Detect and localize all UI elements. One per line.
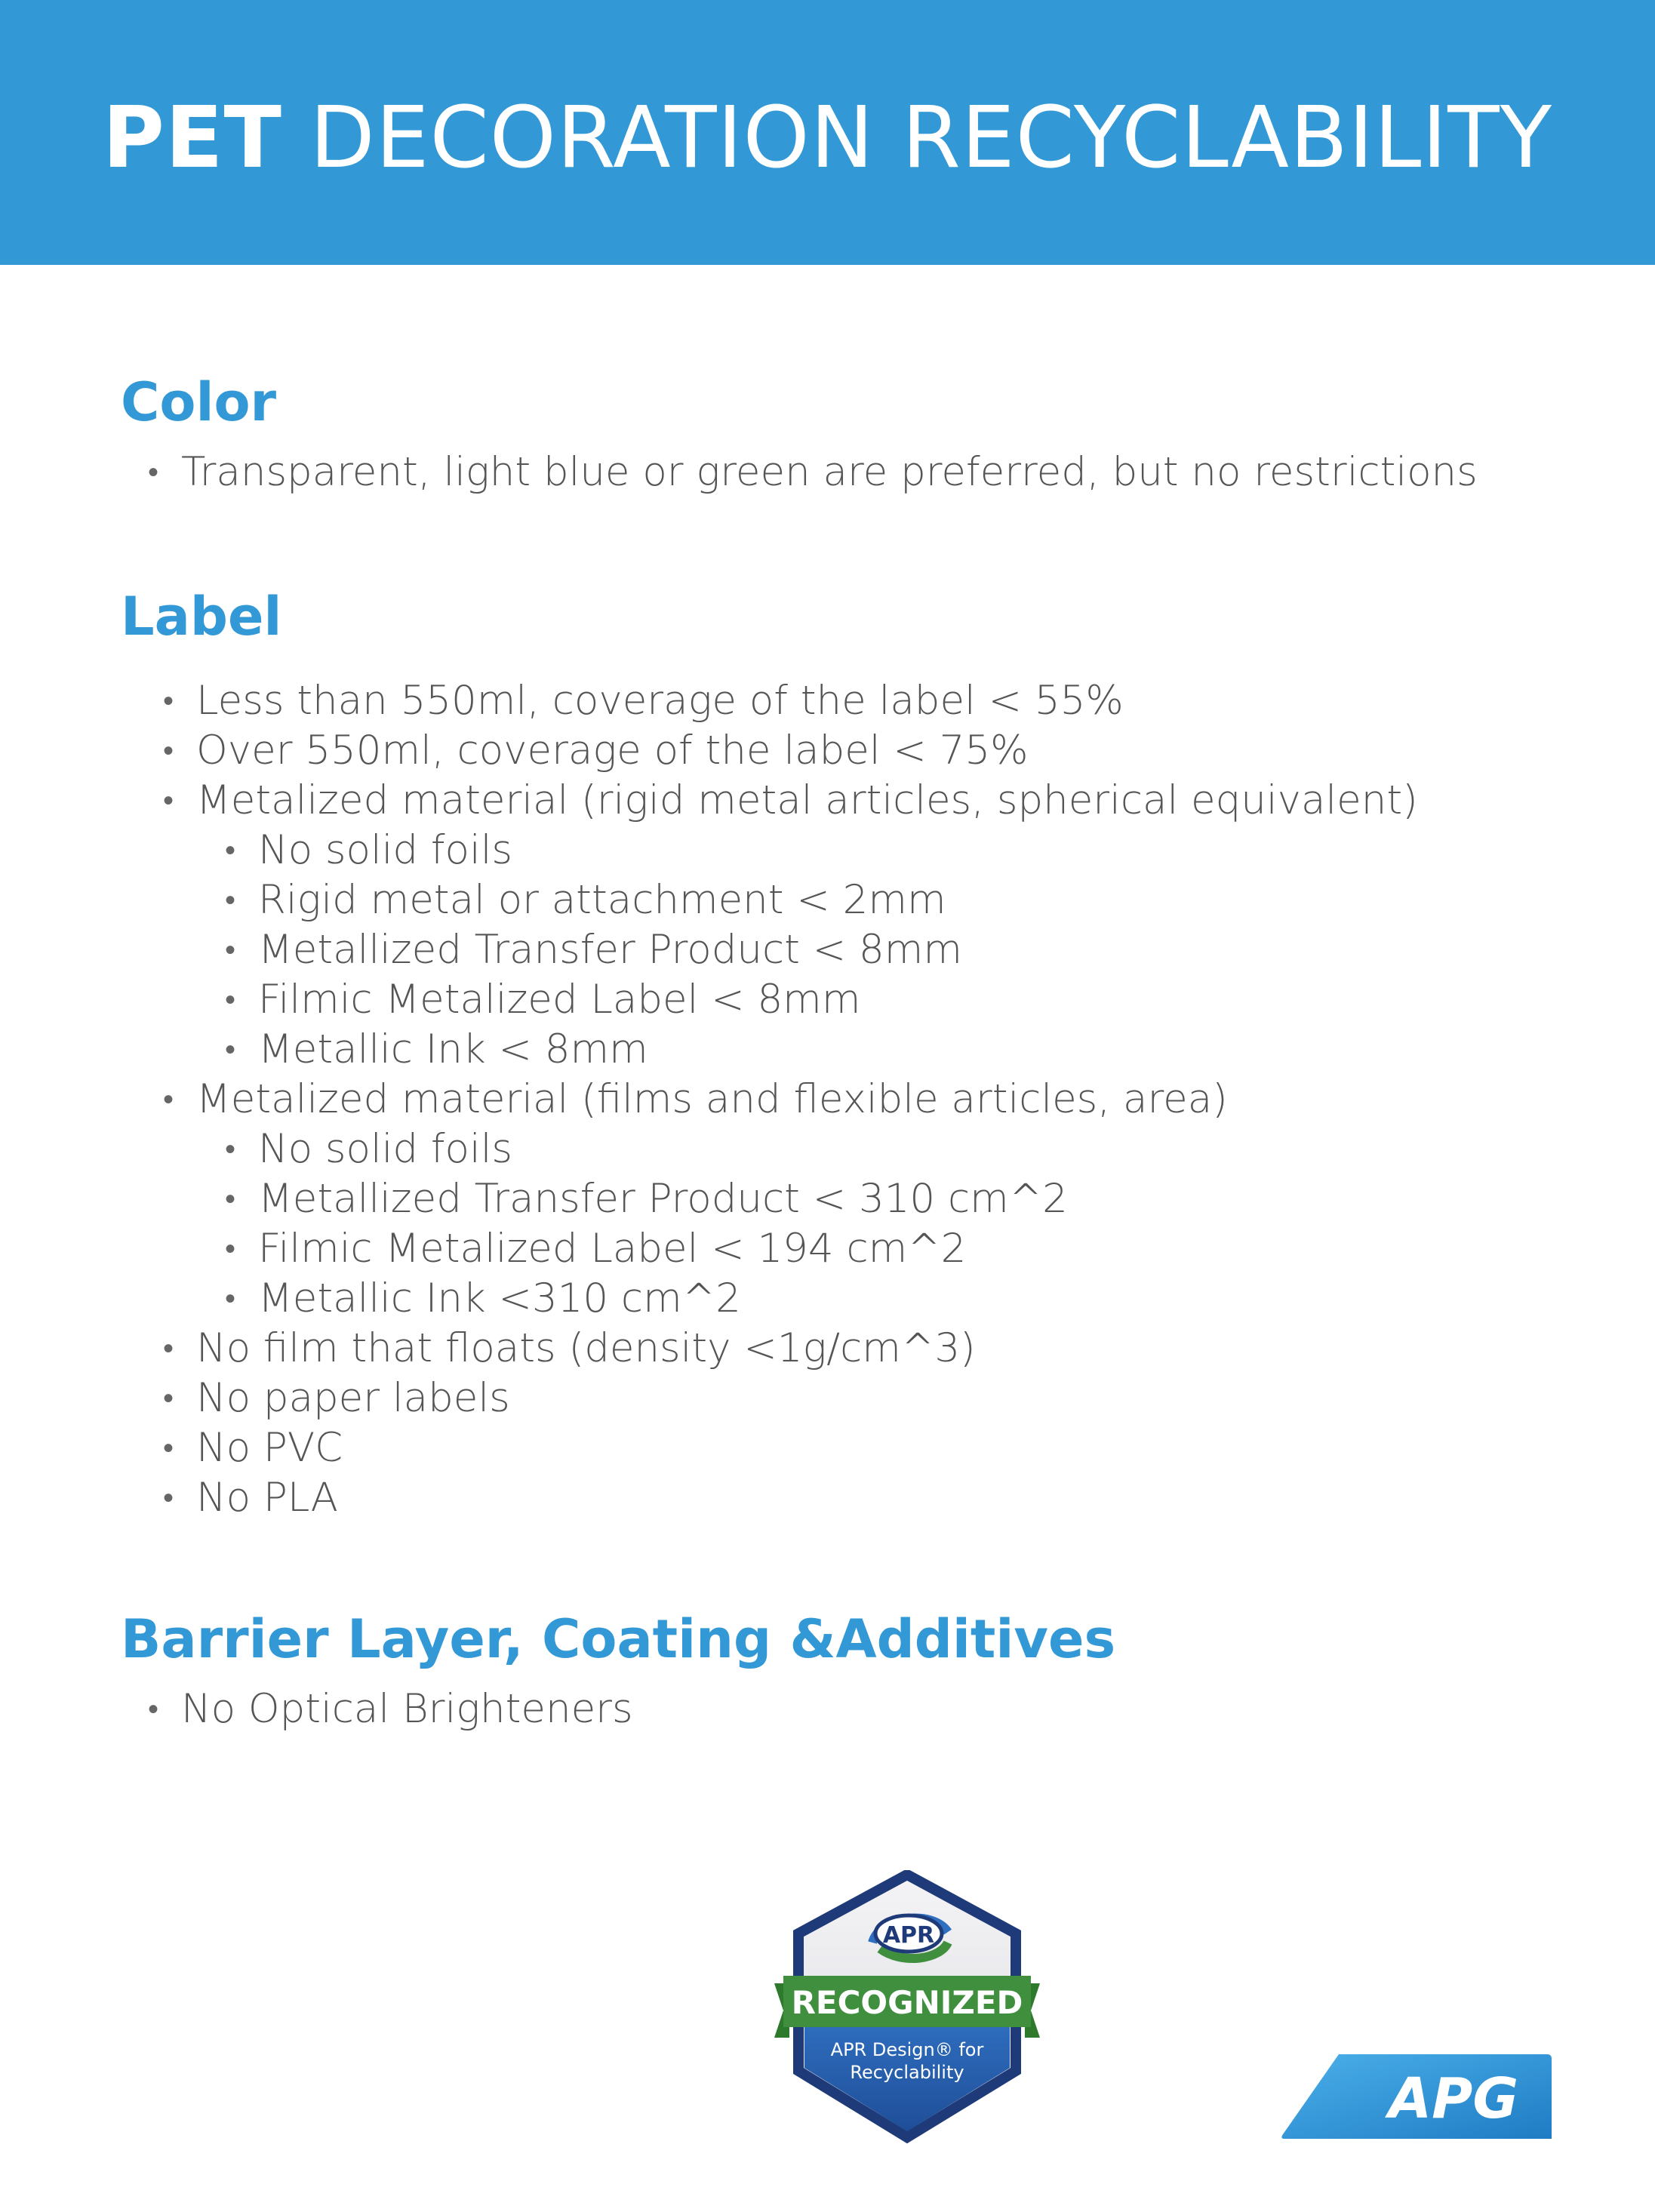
list-item	[163, 1374, 510, 1423]
bullet-icon: •	[225, 833, 236, 868]
section-heading-label: Label	[121, 586, 282, 648]
list-item-text: Metallic Ink < 8mm	[258, 1026, 648, 1072]
bullet-icon: •	[225, 1232, 236, 1266]
bullet-icon: •	[163, 684, 174, 718]
list-item-text: No solid foils	[258, 827, 513, 873]
bullet-icon: •	[225, 983, 236, 1017]
apg-logo-text: APG	[1388, 2066, 1519, 2131]
list-item	[163, 1423, 343, 1473]
apr-logo-text: APR	[882, 1922, 935, 1949]
list-item	[163, 1473, 338, 1523]
list-item-text: Filmic Metalized Label < 8mm	[258, 977, 861, 1023]
list-item	[163, 726, 1028, 776]
list-item-sub	[225, 1224, 966, 1274]
list-item-text: Metallized Transfer Product < 8mm	[258, 927, 962, 973]
list-item-text: Over 550ml, coverage of the label < 75%	[196, 728, 1029, 774]
list-item-text: No Optical Brighteners	[181, 1686, 633, 1732]
list-item-text: No PVC	[196, 1425, 343, 1471]
list-item-text: Metallized Transfer Product < 310 cm^2	[258, 1176, 1068, 1222]
list-item-text: No paper labels	[196, 1375, 510, 1421]
bullet-icon: •	[225, 1182, 236, 1217]
list-item	[148, 1684, 633, 1734]
list-item-sub	[225, 1174, 1068, 1224]
list-item-text: No solid foils	[258, 1126, 513, 1172]
header-banner	[0, 0, 1655, 265]
list-item-sub	[225, 1025, 648, 1075]
list-item-sub	[225, 1274, 741, 1324]
bullet-icon: •	[163, 734, 174, 768]
list-item-text: Filmic Metalized Label < 194 cm^2	[258, 1226, 967, 1272]
list-item	[163, 776, 1418, 826]
list-item-text: Transparent, light blue or green are preferred, but no restrictions	[181, 449, 1478, 495]
bullet-icon: •	[225, 1132, 236, 1167]
list-item-sub	[225, 826, 512, 875]
bullet-icon: •	[163, 1431, 174, 1466]
bullet-icon: •	[163, 1331, 174, 1366]
list-item-text: Rigid metal or attachment < 2mm	[258, 877, 946, 923]
list-item-text: Less than 550ml, coverage of the label < 55%	[196, 678, 1124, 724]
bullet-icon: •	[163, 1082, 174, 1117]
bullet-icon: •	[225, 1032, 236, 1067]
list-item	[163, 1075, 1228, 1124]
page-title-bold: PET	[102, 89, 282, 187]
bullet-icon: •	[148, 1692, 159, 1727]
list-item	[148, 448, 1478, 497]
page-title-light: DECORATION RECYCLABILITY	[309, 89, 1553, 187]
page-title	[0, 89, 1655, 187]
badge-line1: APR Design® for	[830, 2039, 984, 2060]
bullet-icon: •	[163, 1481, 174, 1515]
bullet-icon: •	[225, 883, 236, 918]
apg-logo	[1278, 2051, 1553, 2143]
list-item-sub	[225, 975, 860, 1025]
badge-recognized-text: RECOGNIZED	[791, 1984, 1023, 2021]
list-item-text: Metalized material (rigid metal articles, spherical equivalent)	[196, 777, 1418, 823]
bullet-icon: •	[163, 783, 174, 818]
list-item-text: No film that floats (density <1g/cm^3)	[196, 1325, 976, 1371]
list-item-text: Metallic Ink <310 cm^2	[258, 1275, 741, 1321]
section-heading-color: Color	[121, 371, 277, 433]
list-item-sub	[225, 1124, 512, 1174]
badge-line2: Recyclability	[850, 2062, 964, 2083]
bullet-icon: •	[225, 933, 236, 968]
list-item-sub	[225, 875, 946, 925]
list-item-sub	[225, 925, 962, 975]
bullet-icon: •	[163, 1381, 174, 1416]
apr-recognized-badge	[767, 1870, 1047, 2143]
bullet-icon: •	[148, 455, 159, 490]
apr-logo-icon	[872, 1915, 948, 1958]
list-item-text: No PLA	[196, 1475, 338, 1521]
list-item-text: Metalized material (films and flexible articles, area)	[196, 1076, 1228, 1122]
list-item	[163, 676, 1124, 726]
list-item	[163, 1324, 976, 1374]
section-heading-barrier: Barrier Layer, Coating &Additives	[121, 1608, 1116, 1670]
bullet-icon: •	[225, 1281, 236, 1316]
